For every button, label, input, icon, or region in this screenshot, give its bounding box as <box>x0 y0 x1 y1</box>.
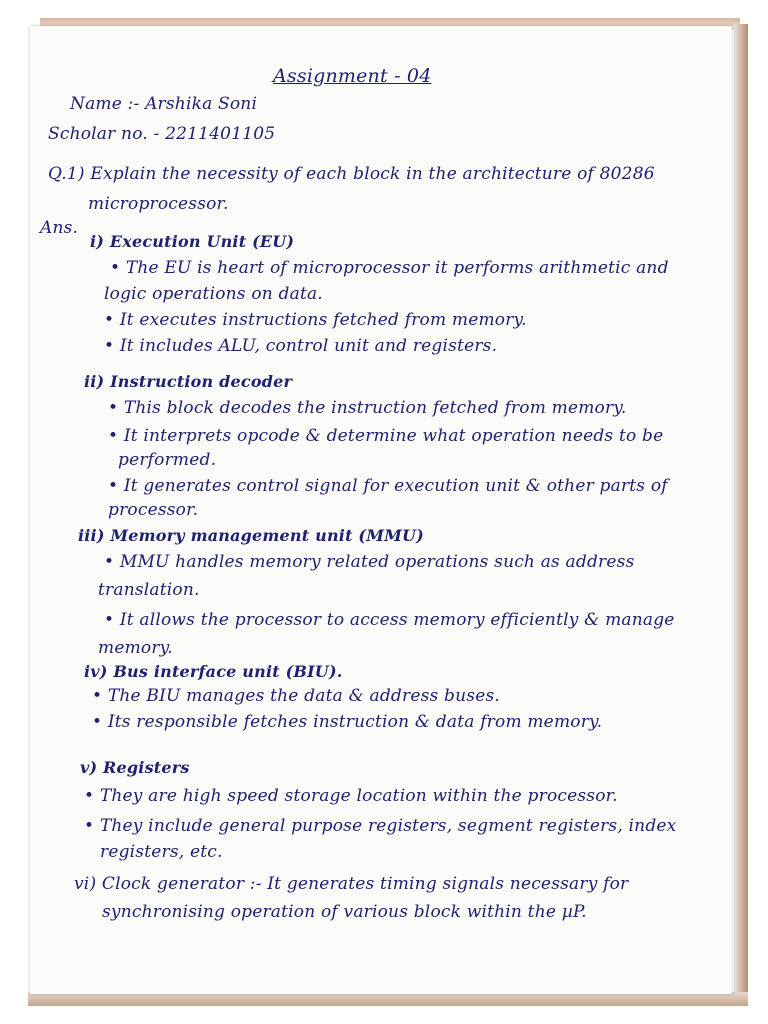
list-item-continued: processor. <box>108 500 199 520</box>
section-clock-generator-continued: synchronising operation of various block within the µP. <box>102 902 587 922</box>
section-heading-biu: iv) Bus interface unit (BIU). <box>84 662 343 681</box>
section-heading-instruction-decoder: ii) Instruction decoder <box>84 372 293 391</box>
section-clock-generator: vi) Clock generator :- It generates timing signals necessary for <box>74 874 629 894</box>
list-item-continued: performed. <box>118 450 217 470</box>
student-name: Name :- Arshika Soni <box>70 94 258 114</box>
list-item-continued: memory. <box>98 638 173 658</box>
list-item-continued: logic operations on data. <box>104 284 323 304</box>
list-item: • This block decodes the instruction fetched from memory. <box>108 398 627 418</box>
list-item: • The EU is heart of microprocessor it performs arithmetic and <box>110 258 669 278</box>
list-item: • They include general purpose registers, segment registers, index <box>84 816 677 836</box>
section-heading-mmu: iii) Memory management unit (MMU) <box>78 526 424 545</box>
list-item: • Its responsible fetches instruction & data from memory. <box>92 712 603 732</box>
section-heading-execution-unit: i) Execution Unit (EU) <box>90 232 295 251</box>
question-text: Q.1) Explain the necessity of each block in the architecture of 80286 <box>48 164 655 184</box>
list-item: • It interprets opcode & determine what operation needs to be <box>108 426 664 446</box>
list-item-continued: registers, etc. <box>100 842 223 862</box>
section-heading-registers: v) Registers <box>80 758 190 777</box>
handwritten-page <box>30 26 732 994</box>
list-item: • It generates control signal for execution unit & other parts of <box>108 476 668 496</box>
list-item-continued: translation. <box>98 580 200 600</box>
paper-edge-bottom <box>28 992 748 1006</box>
list-item: • It includes ALU, control unit and registers. <box>104 336 498 356</box>
list-item: • It executes instructions fetched from memory. <box>104 310 527 330</box>
paper-edge-right <box>734 24 748 999</box>
list-item: • The BIU manages the data & address buses. <box>92 686 500 706</box>
list-item: • MMU handles memory related operations such as address <box>104 552 635 572</box>
answer-label: Ans. <box>40 218 79 238</box>
list-item: • It allows the processor to access memory efficiently & manage <box>104 610 675 630</box>
assignment-title: Assignment - 04 <box>273 65 432 87</box>
scholar-number: Scholar no. - 2211401105 <box>48 124 276 144</box>
list-item: • They are high speed storage location within the processor. <box>84 786 618 806</box>
question-text-continued: microprocessor. <box>88 194 229 214</box>
